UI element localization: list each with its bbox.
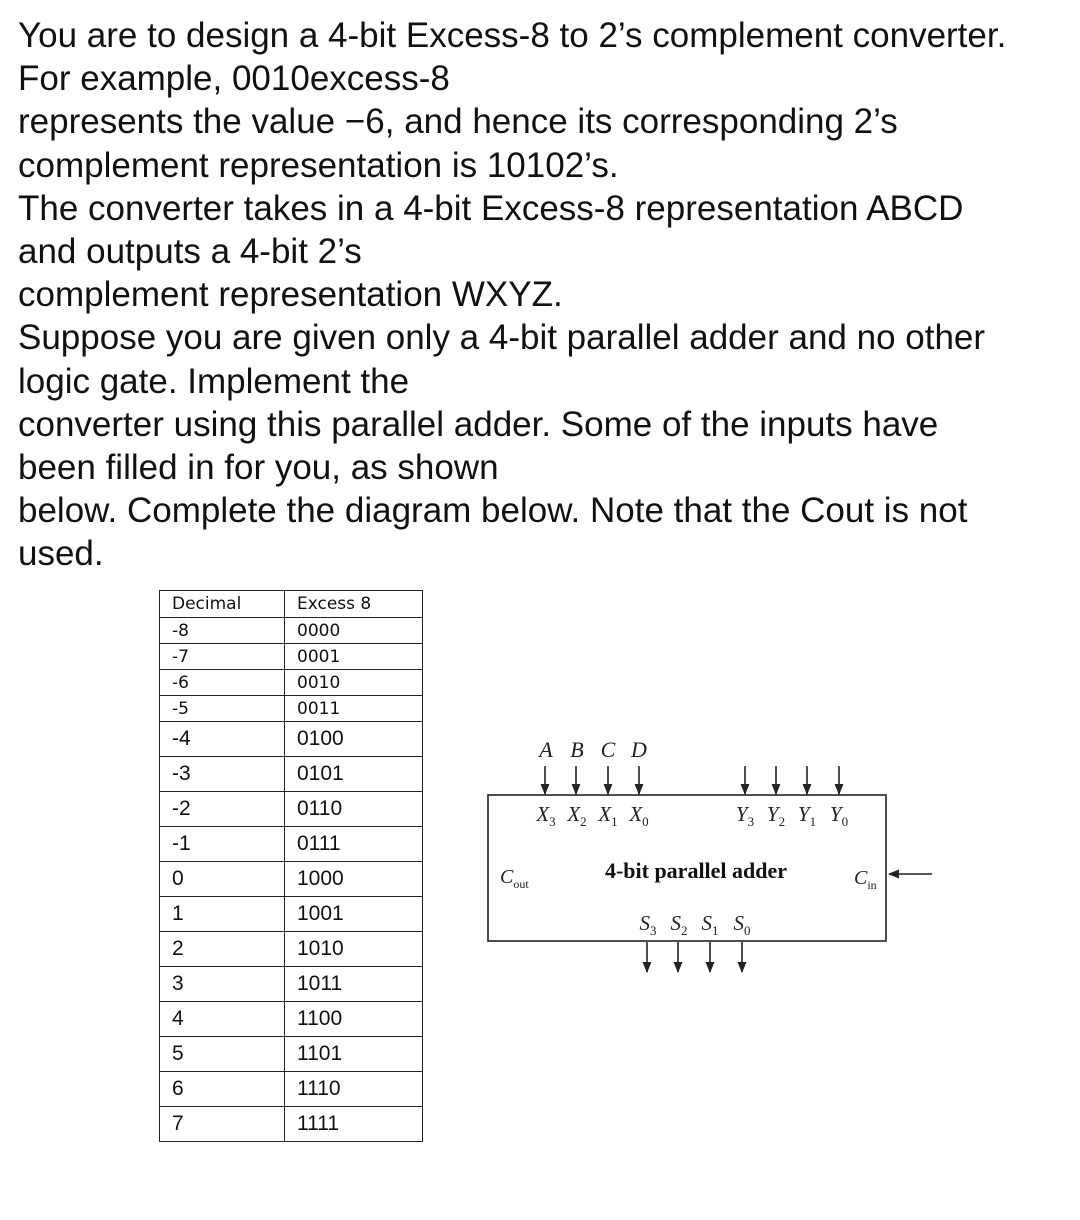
decimal-cell: -8	[160, 618, 285, 644]
excess-cell: 1110	[285, 1072, 423, 1107]
y2-label: $Y_2$	[766, 802, 786, 829]
excess-cell: 0101	[285, 757, 423, 792]
problem-line: converter using this parallel adder. Some of the inputs have	[18, 404, 939, 444]
excess-cell: 1111	[285, 1107, 423, 1142]
excess-cell: 1100	[285, 1002, 423, 1037]
decimal-cell: -4	[160, 722, 285, 757]
problem-line: been filled in for you, as shown	[18, 448, 499, 488]
table-row	[160, 792, 423, 827]
table-row	[160, 722, 423, 757]
problem-line: and outputs a 4-bit 2’s	[18, 232, 362, 272]
x0-label: $X_0$	[629, 802, 649, 829]
table-row	[160, 932, 423, 967]
table-row	[160, 897, 423, 932]
decimal-cell: 3	[160, 967, 285, 1002]
s2-label: $S_2$	[670, 911, 688, 938]
problem-line: below. Complete the diagram below. Note that the Cout is not	[18, 491, 968, 531]
s0-label: $S_0$	[733, 911, 751, 938]
table-row	[160, 696, 423, 722]
s3-label: $S_3$	[639, 911, 657, 938]
table-row	[160, 827, 423, 862]
header-decimal: Decimal	[160, 591, 285, 618]
decimal-cell: -3	[160, 757, 285, 792]
excess-cell: 1000	[285, 862, 423, 897]
excess-cell: 0010	[285, 670, 423, 696]
table-row	[160, 757, 423, 792]
decimal-cell: -6	[160, 670, 285, 696]
excess-cell: 0110	[285, 792, 423, 827]
table-row	[160, 618, 423, 644]
x1-label: $X_1$	[598, 802, 618, 829]
cout-label: $C_{out}$	[500, 866, 529, 891]
decimal-cell: 2	[160, 932, 285, 967]
table-row	[160, 1002, 423, 1037]
x3-label: $X_3$	[536, 802, 556, 829]
problem-line: represents the value −6, and hence its corresponding 2’s	[18, 102, 898, 142]
x2-label: $X_2$	[567, 802, 587, 829]
excess-cell: 0001	[285, 644, 423, 670]
decimal-cell: 1	[160, 897, 285, 932]
excess-cell: 0111	[285, 827, 423, 862]
decimal-cell: -7	[160, 644, 285, 670]
excess-cell: 0011	[285, 696, 423, 722]
input-label-b: B	[570, 737, 584, 762]
excess-cell: 1011	[285, 967, 423, 1002]
excess8-table	[159, 590, 423, 1142]
table-row	[160, 1037, 423, 1072]
table-row	[160, 862, 423, 897]
input-label-d: D	[631, 737, 647, 762]
table-header-row	[160, 591, 423, 618]
cin-label: $C_{in}$	[854, 867, 877, 892]
y0-label: $Y_0$	[829, 802, 849, 829]
table-row	[160, 967, 423, 1002]
problem-line: Suppose you are given only a 4-bit parallel adder and no other	[18, 318, 986, 358]
s1-label: $S_1$	[701, 911, 719, 938]
decimal-cell: -2	[160, 792, 285, 827]
input-label-a: A	[539, 737, 553, 762]
y1-label: $Y_1$	[797, 802, 817, 829]
problem-line: You are to design a 4-bit Excess-8 to 2’s complement converter.	[18, 16, 1007, 55]
adder-title: 4-bit parallel adder	[604, 858, 788, 883]
input-label-c: C	[600, 737, 616, 762]
table-row	[160, 670, 423, 696]
y3-label: $Y_3$	[735, 802, 755, 829]
excess-cell: 1101	[285, 1037, 423, 1072]
decimal-cell: 0	[160, 862, 285, 897]
decimal-cell: 5	[160, 1037, 285, 1072]
decimal-cell: -1	[160, 827, 285, 862]
excess-cell: 1010	[285, 932, 423, 967]
problem-line: complement representation WXYZ.	[18, 275, 563, 315]
parallel-adder-diagram	[480, 730, 950, 980]
problem-line: logic gate. Implement the	[18, 361, 410, 401]
problem-line: used.	[18, 534, 104, 574]
decimal-cell: 6	[160, 1072, 285, 1107]
table-row	[160, 1107, 423, 1142]
decimal-cell: -5	[160, 696, 285, 722]
table-row	[160, 1072, 423, 1107]
decimal-cell: 4	[160, 1002, 285, 1037]
problem-line: For example, 0010excess-8	[18, 59, 450, 99]
problem-statement	[18, 14, 1068, 576]
problem-line: complement representation is 10102’s.	[18, 145, 619, 185]
excess-cell: 0000	[285, 618, 423, 644]
excess-cell: 0100	[285, 722, 423, 757]
header-excess8: Excess 8	[285, 591, 423, 618]
problem-line: The converter takes in a 4-bit Excess-8 representation ABCD	[18, 188, 964, 228]
decimal-cell: 7	[160, 1107, 285, 1142]
table-row	[160, 644, 423, 670]
excess-cell: 1001	[285, 897, 423, 932]
